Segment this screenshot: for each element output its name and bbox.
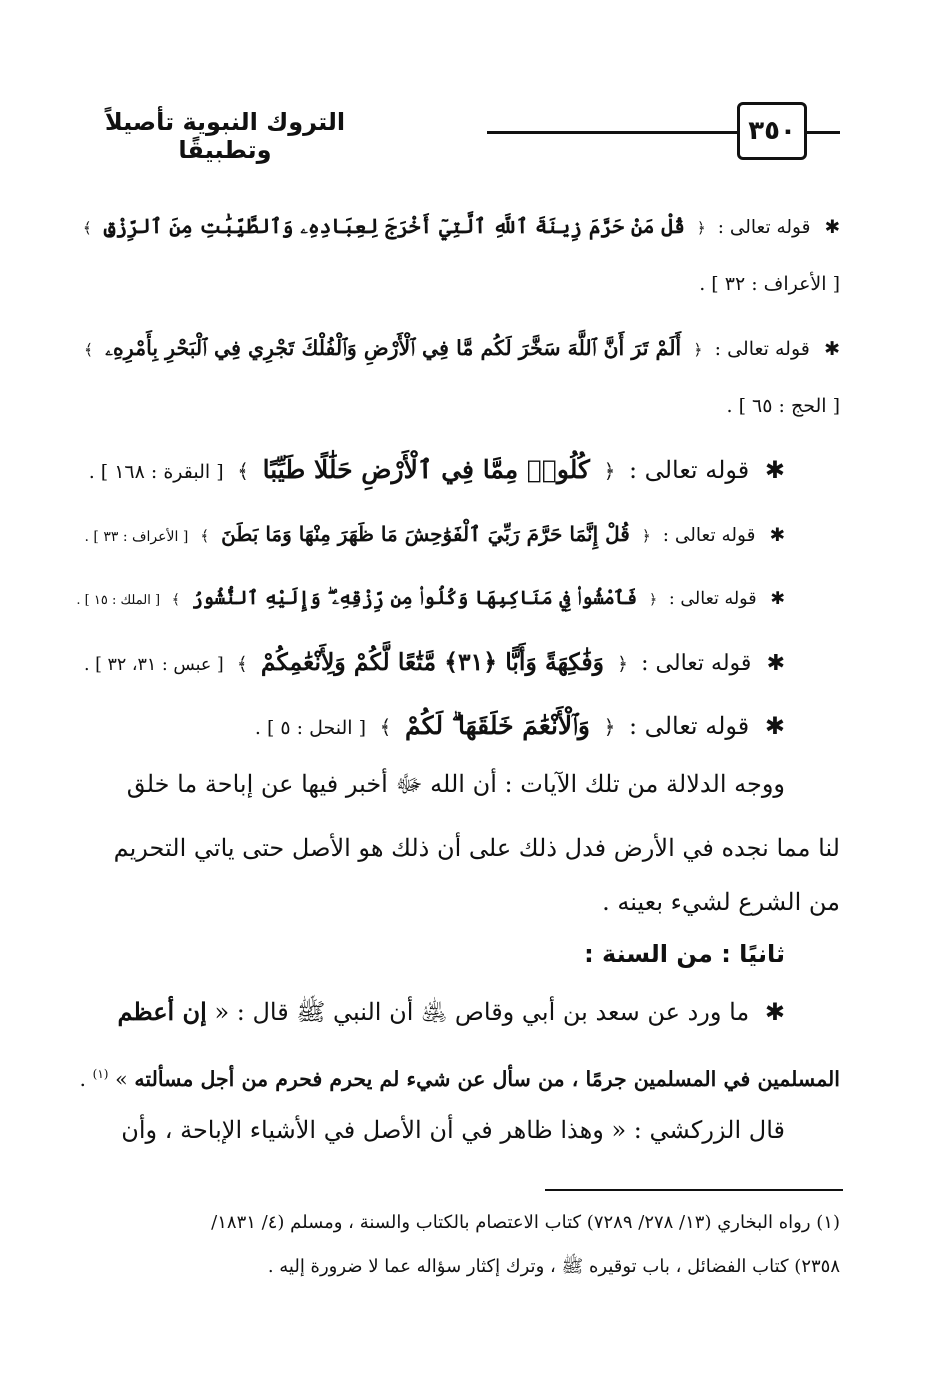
dalala-line-3: من الشرع لشيء بعينه . [602, 888, 840, 916]
quran-verse-text: قُلْ مَنْ حَرَّمَ زِينَةَ ٱللَّهِ ٱلَّتِيٓ أَخْرَجَ لِعِبَادِهِۦ وَٱلطَّيِّبَٰتِ مِنَ ٱلرِّزْقِ [103, 214, 685, 238]
quran-verse-text: فَٱمْشُوا۟ فِي مَنَاكِبِهَا وَكُلُوا۟ مِن رِّزْقِهِۦ ۖ وَإِلَيْهِ ٱلنُّشُورُ [191, 587, 638, 609]
ornate-bracket-open: ﴿ [641, 527, 651, 545]
verse-ref: [ البقرة : ١٦٨ ] . [88, 461, 224, 483]
verse-ref: [ النحل : ٥ ] . [254, 717, 367, 739]
hadith-line-2 [70, 1054, 840, 1094]
star-bullet: ✱ [769, 525, 785, 546]
hadith-close-quote: » [115, 1067, 128, 1091]
quran-verse-text: وَٱلْأَنْعَٰمَ خَلَقَهَا ۗ لَكُمْ [405, 711, 590, 740]
section-heading-sunnah: ثانيًا : من السنة : [584, 940, 785, 968]
verse-intro: قوله تعالى : [717, 217, 811, 238]
star-bullet: ✱ [770, 589, 785, 609]
star-bullet: ✱ [764, 456, 785, 484]
quran-verse-text: قُلْ إِنَّمَا حَرَّمَ رَبِّيَ ٱلْفَوَٰحِشَ مَا ظَهَرَ مِنْهَا وَمَا بَطَنَ [221, 522, 630, 546]
book-title: التروك النبوية تأصيلاً وتطبيقًا [104, 108, 346, 164]
header-rule [487, 131, 737, 134]
quran-verse-text: وَفَٰكِهَةً وَأَبًّا ﴿٣١﴾ مَّتَٰعًا لَّكُمْ وَلِأَنْعَٰمِكُمْ [260, 648, 604, 676]
star-bullet: ✱ [764, 712, 785, 740]
ornate-bracket-open: ﴿ [617, 654, 628, 675]
verse-intro: قوله تعالى : [628, 712, 750, 740]
ornate-bracket-close: ﴾ [236, 654, 248, 675]
verse-line-7 [70, 706, 785, 746]
ornate-bracket-close: ﴾ [237, 459, 249, 483]
page-number: ٣٥٠ [737, 102, 807, 160]
quran-verse-text: أَلَمْ تَرَ أَنَّ ٱللَّهَ سَخَّرَ لَكُم مَّا فِي ٱلْأَرْضِ وَٱلْفُلْكَ تَجْرِي فِي ٱلْبَحْرِ بِأَمْرِهِۦ [105, 336, 682, 360]
ornate-bracket-close: ﴾ [82, 219, 92, 237]
verse-intro: قوله تعالى : [628, 456, 750, 484]
verse-line-1 [70, 206, 840, 246]
verse-ref-1: [ الأعراف : ٣٢ ] . [699, 273, 840, 295]
hadith-text: المسلمين في المسلمين جرمًا ، من سأل عن شيء لم يحرم فحرم من أجل مسألته [134, 1067, 840, 1091]
star-bullet: ✱ [766, 651, 785, 676]
ornate-bracket-close: ﴾ [83, 341, 94, 359]
verse-ref: [ الملك : ١٥ ] . [76, 593, 161, 608]
hadith-intro: ما ورد عن سعد بن أبي وقاص ﵁ أن النبي ﷺ قال : « [214, 998, 750, 1026]
verse-line-6 [70, 642, 785, 682]
page-header [60, 102, 840, 164]
dalala-line-1: ووجه الدلالة من تلك الآيات : أن الله ﷻ أخبر فيها عن إباحة ما خلق [126, 770, 785, 798]
ornate-bracket-close: ﴾ [171, 592, 180, 608]
ornate-bracket-open: ﴿ [648, 592, 658, 608]
header-rule-right [807, 131, 840, 134]
verse-line-2 [70, 328, 840, 368]
ornate-bracket-open: ﴿ [696, 219, 706, 237]
ornate-bracket-open: ﴿ [693, 341, 703, 359]
verse-intro: قوله تعالى : [662, 525, 756, 546]
verse-line-3 [70, 450, 785, 490]
verse-ref-2: [ الحج : ٦٥ ] . [726, 395, 840, 417]
dalala-line-2: لنا مما نجده في الأرض فدل ذلك على أن ذلك هو الأصل حتى ياتي التحريم [113, 834, 840, 862]
star-bullet: ✱ [824, 338, 840, 360]
hadith-text-start: إن أعظم [117, 997, 207, 1026]
ornate-bracket-open: ﴿ [603, 459, 616, 483]
quran-verse-text: كُلُوا۟ مِمَّا فِي ٱلْأَرْضِ حَلَٰلًا طَيِّبًا [262, 455, 590, 484]
verse-intro: قوله تعالى : [668, 589, 757, 609]
footnote-divider [545, 1189, 843, 1191]
verse-intro: قوله تعالى : [714, 338, 810, 360]
verse-ref: [ عبس : ٣١، ٣٢ ] . [83, 655, 224, 675]
verse-intro: قوله تعالى : [641, 651, 752, 676]
ornate-bracket-close: ﴾ [379, 715, 392, 739]
verse-ref: [ الأعراف : ٣٣ ] . [84, 529, 189, 545]
footnote-marker: (١) [92, 1067, 109, 1081]
hadith-end-dot: . [79, 1067, 86, 1091]
ornate-bracket-close: ﴾ [200, 527, 210, 545]
hadith-line-1 [70, 992, 785, 1032]
verse-line-4 [70, 514, 785, 554]
verse-line-5 [70, 578, 785, 618]
star-bullet: ✱ [764, 998, 785, 1026]
star-bullet: ✱ [824, 217, 840, 238]
ornate-bracket-open: ﴿ [603, 715, 616, 739]
footnote-line-1: (١) رواه البخاري (١٣/ ٢٧٨/ ٧٢٨٩) كتاب الاعتصام بالكتاب والسنة ، ومسلم (٤/ ١٨٣١/ [211, 1212, 840, 1233]
zarkashi-line: قال الزركشي : « وهذا ظاهر في أن الأصل في الأشياء الإباحة ، وأن [121, 1116, 785, 1144]
footnote-line-2: ٢٣٥٨) كتاب الفضائل ، باب توقيره ﷺ ، وترك إكثار سؤاله عما لا ضرورة إليه . [267, 1256, 840, 1277]
